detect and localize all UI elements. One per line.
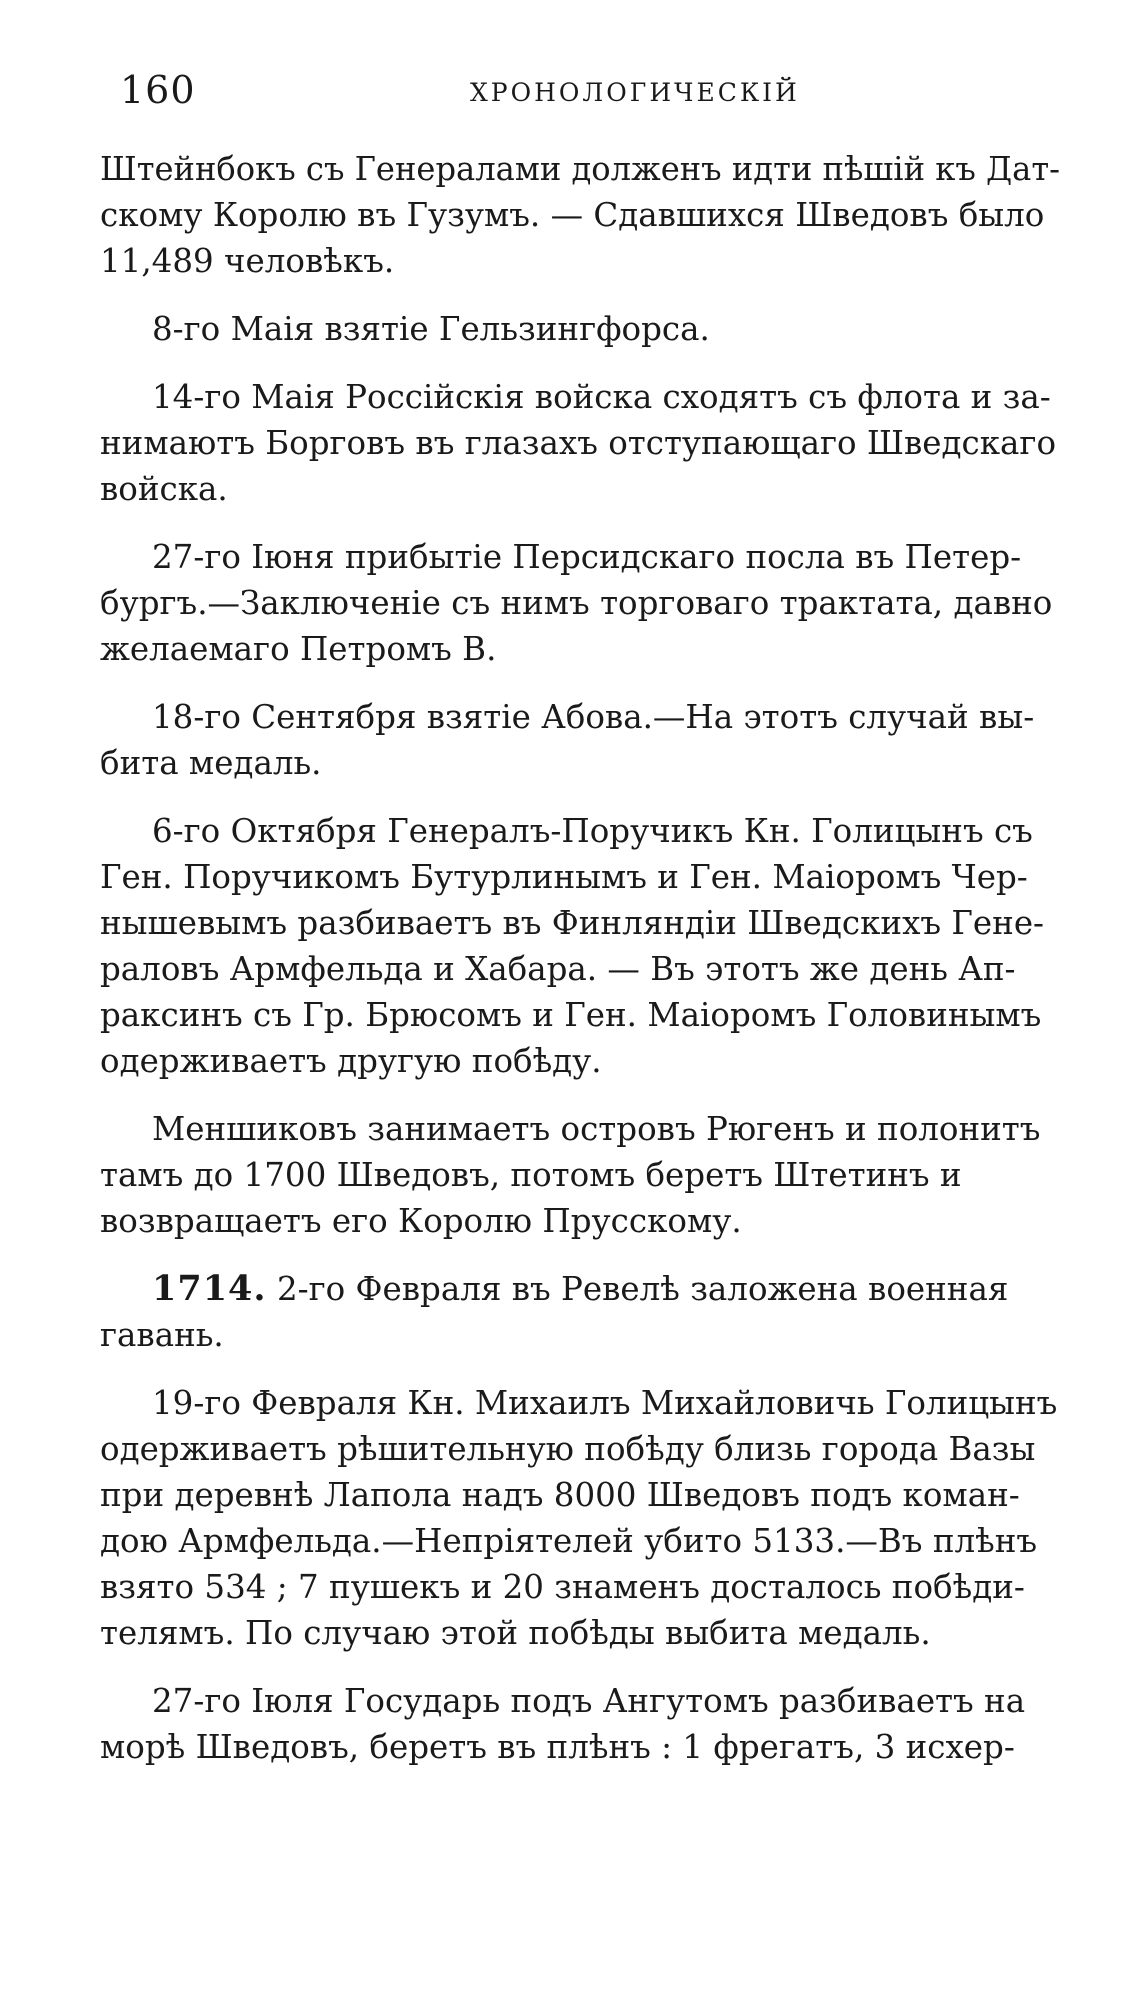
paragraph <box>100 306 1060 352</box>
text-line: тамъ до 1700 Шведовъ, потомъ беретъ Штетинъ и <box>100 1156 962 1194</box>
text-line: раловъ Армфельда и Хабара. — Въ этотъ же день Ап- <box>100 950 1016 988</box>
text-line: Меншиковъ занимаетъ островъ Рюгенъ и полонитъ <box>152 1110 1041 1148</box>
text-line: 8-го Маiя взятiе Гельзингфорса. <box>152 310 710 348</box>
text-line: нышевымъ разбиваетъ въ Финляндiи Шведскихъ Гене- <box>100 904 1045 942</box>
text-line: одерживаетъ рѣшительную побѣду близь города Вазы <box>100 1430 1036 1468</box>
text-line: возвращаетъ его Королю Прусскому. <box>100 1202 742 1240</box>
text-line: нимаютъ Борговъ въ глазахъ отступающаго Шведскаго <box>100 424 1057 462</box>
paragraph <box>100 374 1060 512</box>
text-line: 6-го Октября Генералъ-Поручикъ Кн. Голицынъ съ <box>152 812 1033 850</box>
text-line: гавань. <box>100 1316 224 1354</box>
text-line: 27-го Iюля Государь подъ Ангутомъ разбиваетъ на <box>152 1682 1026 1720</box>
text-line: 19-го Февраля Кн. Михаилъ Михайловичь Голицынъ <box>152 1384 1058 1422</box>
text-line: одерживаетъ другую побѣду. <box>100 1042 602 1080</box>
text-line: телямъ. По случаю этой побѣды выбита медаль. <box>100 1614 931 1652</box>
running-title: ХРОНОЛОГИЧЕСКIЙ <box>470 78 800 107</box>
text-line: бургъ.—Заключенiе съ нимъ торговаго трактата, давно <box>100 584 1053 622</box>
page-header <box>100 64 1060 126</box>
text-line: Штейнбокъ съ Генералами долженъ идти пѣшiй къ Дат- <box>100 150 1061 188</box>
text-line: Ген. Поручикомъ Бутурлинымъ и Ген. Маiоромъ Чер- <box>100 858 1028 896</box>
year-heading: 1714. <box>152 1268 267 1309</box>
paragraph <box>100 1380 1060 1656</box>
text-line: раксинъ съ Гр. Брюсомъ и Ген. Маiоромъ Головинымъ <box>100 996 1042 1034</box>
text-line: морѣ Шведовъ, беретъ въ плѣнъ : 1 фрегатъ, 3 исхер- <box>100 1728 1015 1766</box>
text-line: войска. <box>100 470 228 508</box>
text-line: дою Армфельда.—Непрiятелей убито 5133.—Въ плѣнъ <box>100 1522 1038 1560</box>
paragraph <box>100 694 1060 786</box>
text-line: 27-го Iюня прибытiе Персидскаго посла въ Петер- <box>152 538 1022 576</box>
text-line: 18-го Сентября взятiе Абова.—На этотъ случай вы- <box>152 698 1035 736</box>
text-line: бита медаль. <box>100 744 322 782</box>
paragraph <box>100 1106 1060 1244</box>
text-line: скому Королю въ Гузумъ. — Сдавшихся Шведовъ было <box>100 196 1045 234</box>
paragraph <box>100 808 1060 1084</box>
text-span: 2-го Февраля въ Ревелѣ заложена военная <box>266 1270 1009 1308</box>
text-line: 14-го Маiя Россiйскiя войска сходятъ съ флота и за- <box>152 378 1051 416</box>
paragraph <box>100 534 1060 672</box>
text-line: желаемаго Петромъ В. <box>100 630 497 668</box>
text-line <box>100 1266 1060 1312</box>
page-number: 160 <box>120 68 196 112</box>
book-page <box>100 64 1060 1792</box>
text-line: при деревнѣ Лапола надъ 8000 Шведовъ подъ коман- <box>100 1476 1020 1514</box>
paragraph <box>100 146 1060 284</box>
text-line: взято 534 ; 7 пушекъ и 20 знаменъ досталось побѣди- <box>100 1568 1025 1606</box>
paragraph <box>100 1678 1060 1770</box>
body-text <box>100 146 1060 1770</box>
paragraph <box>100 1266 1060 1358</box>
text-line: 11,489 человѣкъ. <box>100 242 395 280</box>
